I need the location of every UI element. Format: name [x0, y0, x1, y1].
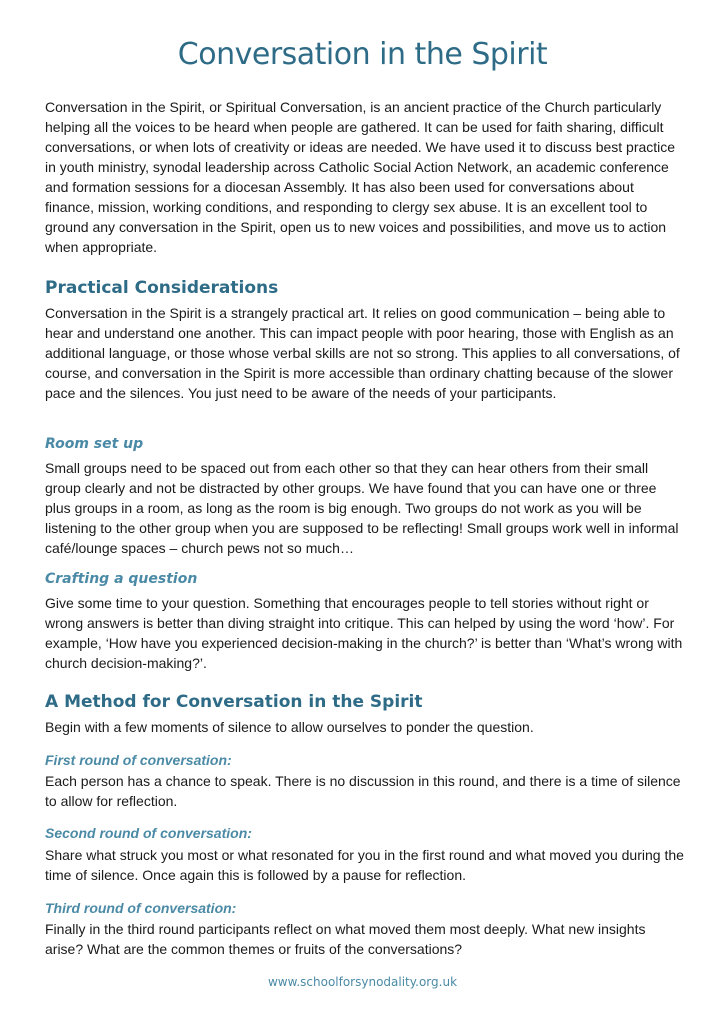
round2-heading: Second round of conversation: [45, 825, 252, 841]
practical-heading: Practical Considerations [45, 278, 279, 298]
room-setup-paragraph: Small groups need to be spaced out from each other so that they can hear others from their small group clearly and not be distracted by other groups. We have found that you can have one or three plus groups in a room, as long as the room is big enough. Two groups do not work as you will be listening to the other group when you are supposed to be reflecting! Small groups work well in informal café/lounge spaces – church pews not so much… [45, 460, 679, 556]
round1-paragraph: Each person has a chance to speak. There is no discussion in this round, and there is a time of silence to allow for reflection. [45, 773, 681, 809]
crafting-question-heading: Crafting a question [45, 571, 198, 587]
website-link[interactable]: www.schoolforsynodality.org.uk [267, 975, 458, 989]
room-setup-heading: Room set up [45, 436, 144, 452]
round1-heading: First round of conversation: [45, 752, 232, 768]
crafting-question-paragraph: Give some time to your question. Something that encourages people to tell stories without right or wrong answers is better than diving straight into critique. This can helped by using the word ‘how’. For example, ‘How have you experienced decision-making in the church?’ is better than ‘What’s wrong with church decision-making?’. [45, 595, 683, 671]
method-heading: A Method for Conversation in the Spirit [45, 692, 423, 712]
practical-paragraph: Conversation in the Spirit is a strangely practical art. It relies on good communication – being able to hear and understand one another. This can impact people with poor hearing, those with English as an additional language, or those whose verbal skills are not so strong. This applies to all conversations, of course, and conversation in the Spirit is more accessible than ordinary chatting because of the slower pace and the silences. You just need to be aware of the needs of your participants. [45, 305, 680, 401]
page-title: Conversation in the Spirit [177, 37, 548, 72]
intro-paragraph: Conversation in the Spirit, or Spiritual Conversation, is an ancient practice of the Church particularly helping all the voices to be heard when people are gathered. It can be used for faith sharing, difficult conversations, or when lots of creativity or ideas are needed. We have used it to discuss best practice in youth ministry, synodal leadership across Catholic Social Action Network, an academic conference and formation sessions for a diocesan Assembly. It has also been used for conversations about finance, mission, working conditions, and responding to clergy sex abuse. It is an excellent tool to ground any conversation in the Spirit, open us to new voices and possibilities, and move us to action when appropriate. [45, 99, 676, 255]
round3-paragraph: Finally in the third round participants reflect on what moved them most deeply. What new insights arise? What are the common themes or fruits of the conversations? [45, 921, 646, 957]
round3-heading: Third round of conversation: [45, 900, 237, 916]
round2-paragraph: Share what struck you most or what resonated for you in the first round and what moved you during the time of silence. Once again this is followed by a pause for reflection. [45, 847, 684, 883]
method-intro: Begin with a few moments of silence to allow ourselves to ponder the question. [45, 719, 534, 735]
